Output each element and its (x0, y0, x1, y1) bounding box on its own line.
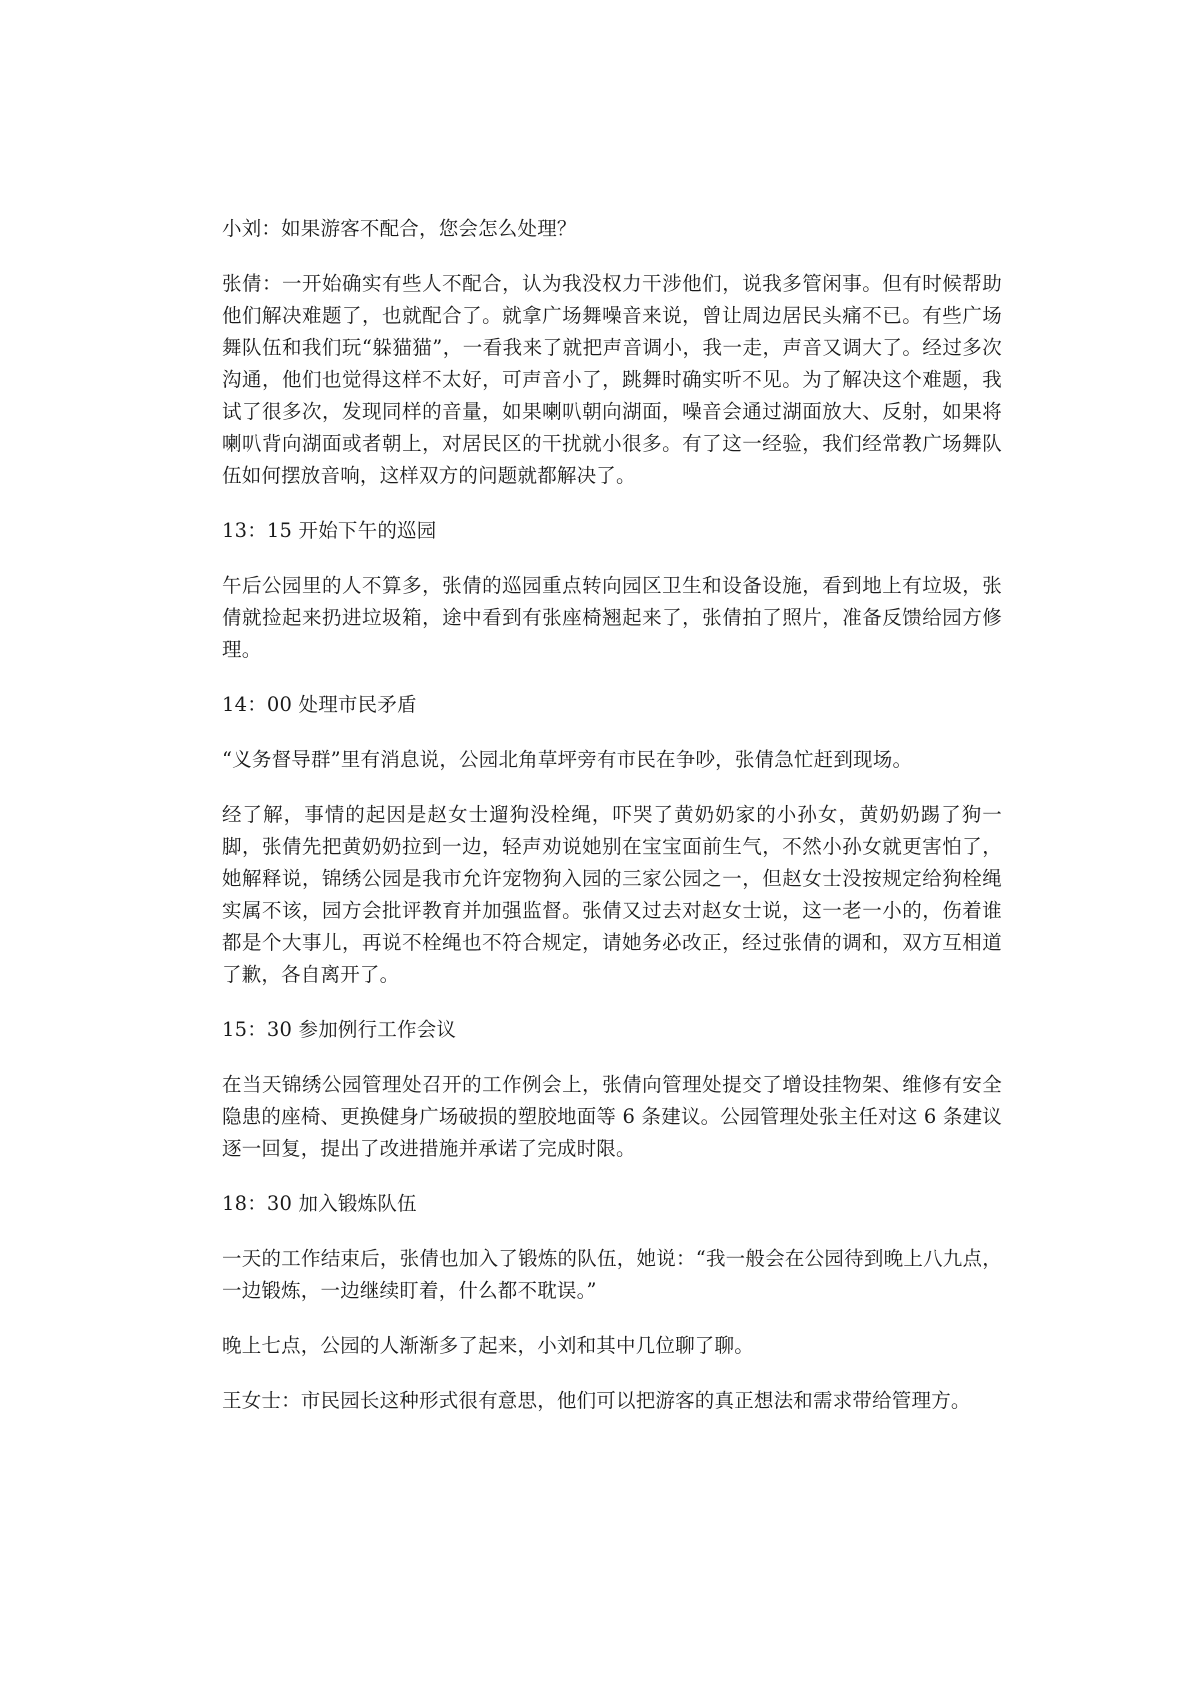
paragraph-afternoon-patrol: 午后公园里的人不算多，张倩的巡园重点转向园区卫生和设备设施，看到地上有垃圾，张倩就捡起来扔进垃圾箱，途中看到有张座椅翘起来了，张倩拍了照片，准备反馈给园方修理。 (222, 574, 1002, 661)
section-heading-1530: 15：30 参加例行工作会议 (222, 1018, 457, 1041)
paragraph-exercise: 一天的工作结束后，张倩也加入了锻炼的队伍，她说：“我一般会在公园待到晚上八九点，一边锻炼，一边继续盯着，什么都不耽误。” (222, 1247, 1002, 1302)
section-heading-1830: 18：30 加入锻炼队伍 (222, 1192, 417, 1215)
dialogue-answer: 张倩：一开始确实有些人不配合，认为我没权力干涉他们，说我多管闲事。但有时候帮助他们解决难题了，也就配合了。就拿广场舞噪音来说，曾让周边居民头痛不已。有些广场舞队伍和我们玩“躲猫猫”，一看我来了就把声音调小，我一走，声音又调大了。经过多次沟通，他们也觉得这样不太好，可声音小了，跳舞时确实听不见。为了解决这个难题，我试了很多次，发现同样的音量，如果喇叭朝向湖面，噪音会通过湖面放大、反射，如果将喇叭背向湖面或者朝上，对居民区的干扰就小很多。有了这一经验，我们经常教广场舞队伍如何摆放音响，这样双方的问题就都解决了。 (222, 272, 1002, 487)
paragraph-group-message: “义务督导群”里有消息说，公园北角草坪旁有市民在争吵，张倩急忙赶到现场。 (222, 748, 913, 771)
paragraph-evening: 晚上七点，公园的人渐渐多了起来，小刘和其中几位聊了聊。 (222, 1334, 754, 1357)
section-heading-1315: 13：15 开始下午的巡园 (222, 519, 437, 542)
dialogue-question: 小刘：如果游客不配合，您会怎么处理？ (222, 217, 577, 240)
paragraph-dispute: 经了解，事情的起因是赵女士遛狗没栓绳，吓哭了黄奶奶家的小孙女，黄奶奶踢了狗一脚，张倩先把黄奶奶拉到一边，轻声劝说她别在宝宝面前生气，不然小孙女就更害怕了，她解释说，锦绣公园是我市允许宠物狗入园的三家公园之一，但赵女士没按规定给狗栓绳实属不该，园方会批评教育并加强监督。张倩又过去对赵女士说，这一老一小的，伤着谁都是个大事儿，再说不栓绳也不符合规定，请她务必改正，经过张倩的调和，双方互相道了歉，各自离开了。 (222, 803, 1002, 986)
paragraph-meeting: 在当天锦绣公园管理处召开的工作例会上，张倩向管理处提交了增设挂物架、维修有安全隐患的座椅、更换健身广场破损的塑胶地面等 6 条建议。公园管理处张主任对这 6 条建议逐一回复，提出了改进措施并承诺了完成时限。 (222, 1073, 1002, 1160)
paragraph-interview: 王女士：市民园长这种形式很有意思，他们可以把游客的真正想法和需求带给管理方。 (222, 1389, 971, 1412)
document-body (222, 213, 1002, 1440)
section-heading-1400: 14：00 处理市民矛盾 (222, 693, 417, 716)
